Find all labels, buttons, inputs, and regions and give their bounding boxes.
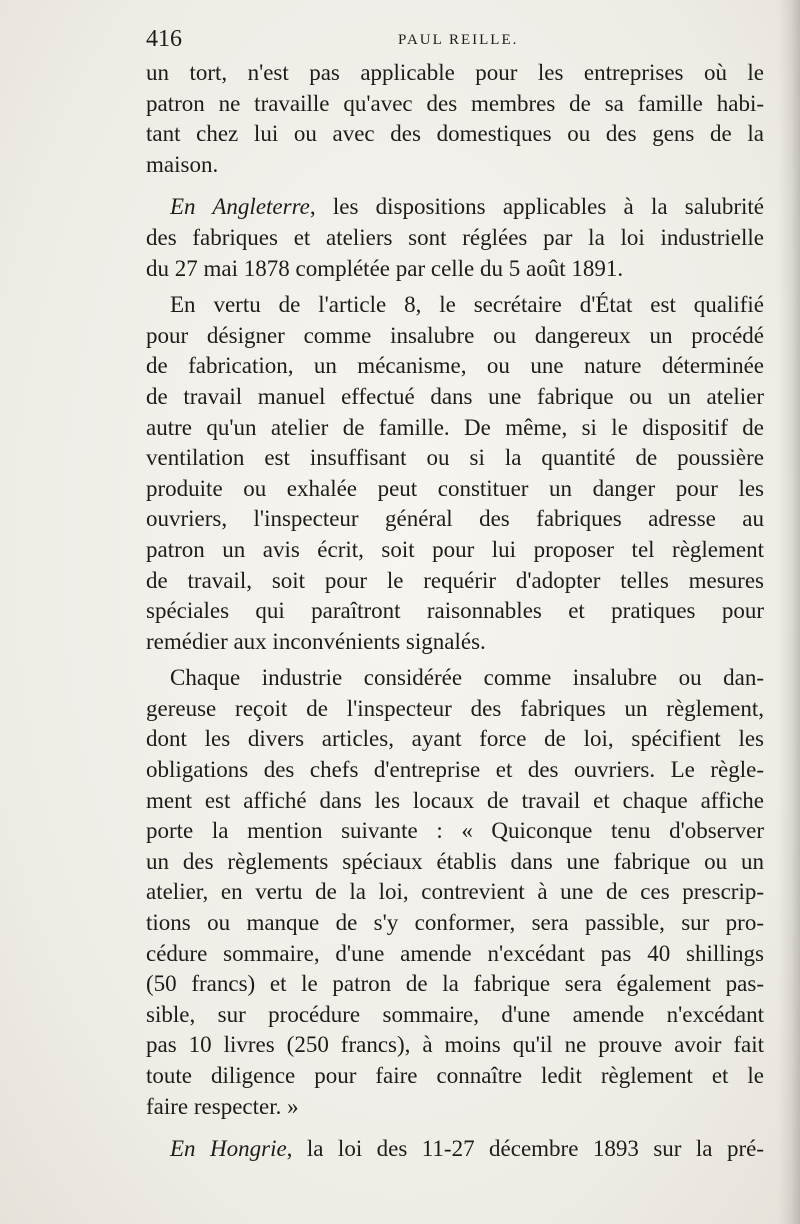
text-line: des fabriques et ateliers sont réglées par la loi industrielle (146, 224, 764, 250)
text-line: atelier, en vertu de la loi, contrevient à une de ces prescrip- (146, 879, 764, 905)
text-line: Chaque industrie considérée comme insalubre ou dan- (170, 665, 764, 691)
text-line: de travail manuel effectué dans une fabrique ou un atelier (146, 383, 764, 409)
text-line: ment est affiché dans les locaux de travail et chaque affiche (146, 787, 764, 813)
text-line: porte la mention suivante : « Quiconque tenu d'observer (146, 818, 764, 844)
text-line (146, 1134, 764, 1165)
text-line: pas 10 livres (250 francs), à moins qu'il ne prouve avoir fait (146, 1032, 764, 1058)
text-line: tions ou manque de s'y conformer, sera passible, sur pro- (146, 910, 764, 936)
text-line: de fabrication, un mécanisme, ou une nature déterminée (146, 353, 764, 379)
text-line: obligations des chefs d'entreprise et des ouvriers. Le règle- (146, 757, 764, 783)
text-line: dont les divers articles, ayant force de loi, spécifient les (146, 726, 764, 752)
text-line: ouvriers, l'inspecteur général des fabriques adresse au (146, 506, 764, 532)
text-line: gereuse reçoit de l'inspecteur des fabriques un règlement, (146, 695, 764, 721)
text-line: cédure sommaire, d'une amende n'excédant pas 40 shillings (146, 940, 764, 966)
text-line: spéciales qui paraîtront raisonnables et pratiques pour (146, 598, 764, 624)
text-fragment: , les dispositions applicables à la salubrité (309, 194, 765, 220)
page-gutter-shadow (778, 0, 800, 1224)
text-line: sible, sur procédure sommaire, d'une amende n'excédant (146, 1001, 764, 1027)
text-line: produite ou exhalée peut constituer un danger pour les (146, 475, 764, 501)
country-heading: En Hongrie (170, 1136, 287, 1162)
paragraph-hongrie (146, 1134, 764, 1165)
text-fragment: , la loi des 11-27 décembre 1893 sur la pré- (286, 1136, 764, 1162)
page-header (146, 24, 764, 54)
paragraph-gap (146, 180, 764, 192)
page-number: 416 (146, 26, 182, 52)
text-line: un tort, n'est pas applicable pour les entreprises où le (146, 60, 764, 85)
country-heading: En Angleterre (170, 194, 310, 220)
text-line: toute diligence pour faire connaître ledit règlement et le (146, 1063, 764, 1088)
paragraph-continuation (146, 58, 764, 180)
text-line (146, 192, 764, 223)
text-line: patron un avis écrit, soit pour lui proposer tel règlement (146, 536, 764, 562)
text-line: faire respecter. » (146, 1093, 299, 1119)
body-text (146, 58, 764, 1165)
paragraph-article-8 (146, 290, 764, 657)
running-head: PAUL REILLE. (398, 32, 519, 48)
text-line: En vertu de l'article 8, le secrétaire d'État est qualifié (170, 292, 764, 318)
text-line: patron ne travaille qu'avec des membres de sa famille habi- (146, 90, 764, 116)
text-line: maison. (146, 151, 219, 177)
text-line: ventilation est insuffisant ou si la quantité de poussière (146, 445, 764, 471)
paragraph-chaque-industrie (146, 663, 764, 1122)
text-line: tant chez lui ou avec des domestiques ou des gens de la (146, 121, 764, 147)
text-line: (50 francs) et le patron de la fabrique sera également pas- (146, 971, 764, 997)
text-line: pour désigner comme insalubre ou dangereux un procédé (146, 322, 764, 348)
text-line: de travail, soit pour le requérir d'adopter telles mesures (146, 567, 764, 593)
text-line: du 27 mai 1878 complétée par celle du 5 août 1891. (146, 255, 624, 281)
paragraph-gap (146, 1122, 764, 1134)
paragraph-angleterre (146, 192, 764, 284)
text-line: remédier aux inconvénients signalés. (146, 628, 486, 654)
text-line: autre qu'un atelier de famille. De même, si le dispositif de (146, 414, 764, 440)
text-line: un des règlements spéciaux établis dans une fabrique ou un (146, 848, 764, 874)
